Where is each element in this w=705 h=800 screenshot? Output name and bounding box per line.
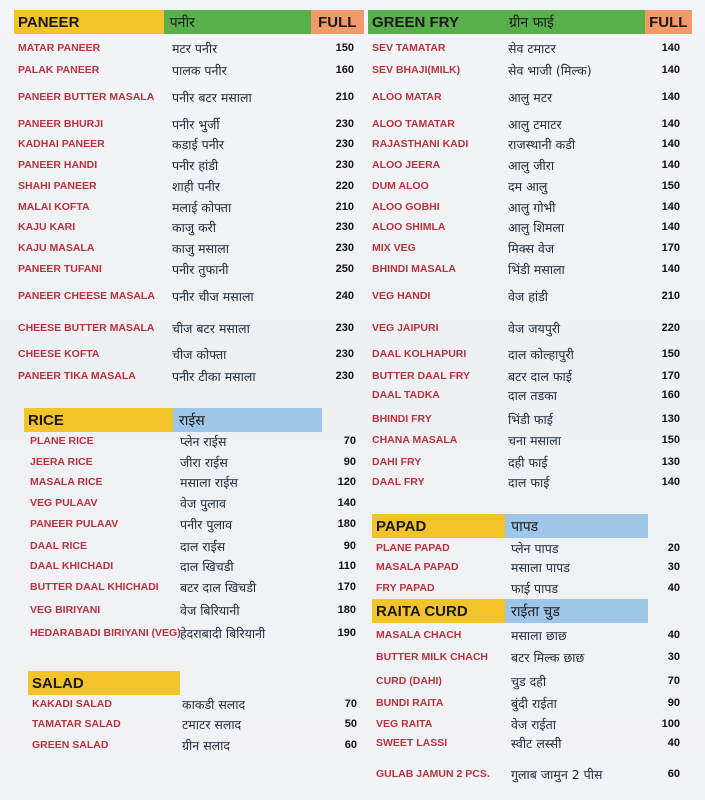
menu-item-name: VEG JAIPURI [372,322,439,334]
menu-item-name-hindi: दाल तडका [508,387,557,403]
menu-item-row [372,318,680,338]
menu-item-row [18,176,354,196]
menu-item-price: 50 [344,718,357,730]
menu-item-name-hindi: चना मसाला [508,432,561,448]
menu-item-name-hindi: प्लेन राईस [180,433,227,449]
menu-item-name-hindi: शाही पनीर [172,178,220,194]
menu-item-name-hindi: काजु करी [172,219,217,235]
menu-item-name: GREEN SALAD [32,739,109,751]
menu-item-name-hindi: मटर पनीर [172,40,218,56]
menu-item-row [18,197,354,217]
menu-item-price: 230 [335,159,354,171]
menu-item-price: 140 [337,497,356,509]
menu-item-name: DAHI FRY [372,456,422,468]
menu-item-row [30,431,356,451]
menu-item-price: 140 [661,221,680,233]
menu-item-name-hindi: वेज बिरियानी [180,602,240,618]
menu-item-name: PANEER PULAAV [30,518,119,530]
menu-item-name: RAJASTHANI KADI [372,138,469,150]
menu-item-name: DAAL FRY [372,476,425,488]
menu-item-price: 60 [344,739,357,751]
menu-item-name-hindi: सेव भाजी (मिल्क) [508,62,592,78]
menu-item-row [372,38,680,58]
rice-header [24,408,322,432]
menu-item-name: SEV BHAJI(MILK) [372,64,461,76]
paneer-header [14,10,364,34]
menu-item-name: MIX VEG [372,242,416,254]
menu-item-price: 130 [661,413,680,425]
menu-item-name: CHANA MASALA [372,434,458,446]
menu-item-row [376,714,680,734]
green-fry-title: GREEN FRY [368,10,503,34]
menu-item-name: SHAHI PANEER [18,180,97,192]
menu-item-price: 90 [343,456,356,468]
menu-item-name: PANEER HANDI [18,159,98,171]
menu-item-name-hindi: चीज कोफ्ता [172,346,227,362]
menu-item-name: ALOO SHIMLA [372,221,446,233]
menu-item-name-hindi: हेदराबादी बिरियानी [180,625,266,641]
menu-item-name-hindi: वेज जयपुरी [508,320,561,336]
menu-item-name: PLANE RICE [30,435,94,447]
menu-item-price: 140 [661,118,680,130]
menu-item-row [372,409,680,429]
menu-item-name-hindi: भिंडी फाई [508,411,553,427]
rice-title-hindi: राईस [173,408,322,432]
menu-item-name: VEG PULAAV [30,497,98,509]
menu-item-name: JEERA RICE [30,456,93,468]
paneer-title-hindi: पनीर [164,10,311,34]
menu-item-row [30,536,356,556]
menu-item-name-hindi: पनीर भुर्जी [172,116,220,132]
menu-item-row [32,714,357,734]
menu-item-row [18,344,354,364]
menu-item-row [372,286,680,306]
menu-item-name: MATAR PANEER [18,42,101,54]
menu-item-row [376,764,680,784]
menu-item-name-hindi: आलु जीरा [508,157,555,173]
menu-item-price: 140 [661,263,680,275]
menu-item-name: ALOO TAMATAR [372,118,455,130]
menu-item-row [18,259,354,279]
menu-item-price: 140 [661,201,680,213]
menu-item-name-hindi: दाल फाई [508,474,550,490]
papad-title-hindi: पापड [505,514,648,538]
menu-item-name: BUTTER DAAL KHICHADI [30,581,159,593]
menu-item-price: 230 [335,221,354,233]
paneer-full-label: FULL [311,10,364,34]
menu-item-name: ALOO MATAR [372,91,442,103]
menu-item-name: KADHAI PANEER [18,138,105,150]
menu-item-row [372,176,680,196]
menu-item-name-hindi: वेज राईता [511,716,557,732]
menu-item-row [18,366,354,386]
menu-item-row [18,318,354,338]
menu-item-name-hindi: बटर दाल फाई [508,368,572,384]
menu-item-name-hindi: जीरा राईस [180,454,228,470]
raita-title-hindi: राईता चुड [505,599,648,623]
menu-item-name: BUTTER DAAL FRY [372,370,470,382]
menu-item-name-hindi: फाई पापड [511,580,559,596]
menu-item-price: 180 [337,518,356,530]
menu-item-row [372,87,680,107]
menu-item-name-hindi: ग्रीन सलाद [182,737,230,753]
menu-item-name-hindi: मलाई कोफ्ता [172,199,232,215]
menu-item-name: DAAL KOLHAPURI [372,348,467,360]
paneer-title: PANEER [14,10,164,34]
menu-item-name-hindi: पालक पनीर [172,62,227,78]
menu-item-price: 20 [667,542,680,554]
menu-item-name-hindi: मसाला छाछ [511,627,567,643]
menu-item-price: 40 [667,737,680,749]
menu-item-price: 210 [335,91,354,103]
menu-item-price: 190 [337,627,356,639]
menu-item-name: MASALA PAPAD [376,561,459,573]
menu-item-name: PANEER BHURJI [18,118,103,130]
menu-item-price: 230 [335,242,354,254]
menu-item-price: 120 [337,476,356,488]
menu-item-name: TAMATAR SALAD [32,718,121,730]
menu-item-row [30,600,356,620]
menu-item-name-hindi: पनीर टीका मसाला [172,368,256,384]
menu-item-row [372,238,680,258]
menu-item-name-hindi: आलु मटर [508,89,553,105]
menu-item-price: 140 [661,138,680,150]
menu-item-name: SEV TAMATAR [372,42,446,54]
menu-item-row [372,217,680,237]
menu-item-price: 170 [337,581,356,593]
menu-item-price: 40 [667,629,680,641]
menu-item-row [376,538,680,558]
menu-item-row [30,556,356,576]
menu-item-name-hindi: पनीर पुलाव [180,516,233,532]
menu-item-row [376,671,680,691]
rice-title: RICE [24,408,173,432]
menu-item-name: DAAL KHICHADI [30,560,114,572]
menu-item-name: PANEER BUTTER MASALA [18,91,155,103]
menu-item-name: ALOO GOBHI [372,201,440,213]
menu-item-name: KAKADI SALAD [32,698,112,710]
menu-item-name-hindi: मसाला पापड [511,559,570,575]
menu-item-name-hindi: मसाला राईस [180,474,238,490]
menu-item-price: 230 [335,348,354,360]
menu-item-name-hindi: दाल कोल्हापुरी [508,346,574,362]
menu-item-name: MALAI KOFTA [18,201,90,213]
menu-item-name: PALAK PANEER [18,64,100,76]
menu-item-row [30,577,356,597]
menu-item-price: 230 [335,118,354,130]
menu-item-row [18,114,354,134]
menu-item-price: 70 [343,435,356,447]
menu-item-name-hindi: गुलाब जामुन 2 पीस [511,766,603,782]
menu-item-name-hindi: स्वीट लस्सी [511,735,562,751]
menu-item-price: 140 [661,159,680,171]
menu-item-name-hindi: काकडी सलाद [182,696,246,712]
salad-title: SALAD [28,671,180,695]
menu-item-row [18,87,354,107]
menu-item-row [372,430,680,450]
menu-item-row [376,625,680,645]
menu-item-price: 230 [335,370,354,382]
menu-item-name-hindi: पनीर चीज मसाला [172,288,254,304]
menu-item-row [372,472,680,492]
menu-item-name: PANEER TIKA MASALA [18,370,136,382]
menu-item-name-hindi: दही फाई [508,454,548,470]
menu-item-name: PLANE PAPAD [376,542,450,554]
menu-item-name-hindi: आलु शिमला [508,219,565,235]
menu-item-row [30,452,356,472]
menu-item-row [30,623,356,643]
raita-title: RAITA CURD [372,599,505,623]
menu-item-price: 70 [344,698,357,710]
menu-item-row [30,514,356,534]
menu-item-name: GULAB JAMUN 2 PCS. [376,768,490,780]
menu-item-name-hindi: बुंदी राईता [511,695,557,711]
menu-item-name-hindi: चीज बटर मसाला [172,320,250,336]
menu-item-row [376,557,680,577]
menu-item-row [18,60,354,80]
menu-item-name-hindi: वेज पुलाव [180,495,226,511]
menu-item-price: 170 [661,370,680,382]
menu-item-row [32,694,357,714]
menu-item-price: 220 [661,322,680,334]
menu-item-name: VEG HANDI [372,290,431,302]
menu-item-price: 70 [667,675,680,687]
menu-item-row [18,238,354,258]
green-fry-full-label: FULL [645,10,692,34]
menu-item-row [32,735,357,755]
menu-item-name: BHINDI MASALA [372,263,456,275]
menu-item-price: 250 [335,263,354,275]
menu-item-price: 90 [667,697,680,709]
menu-item-row [372,114,680,134]
green-fry-title-hindi: ग्रीन फाई [503,10,645,34]
menu-item-row [30,472,356,492]
menu-item-price: 110 [338,560,356,572]
menu-item-name-hindi: राजस्थानी कडी [508,136,576,152]
menu-item-price: 160 [661,389,680,401]
menu-item-price: 170 [661,242,680,254]
menu-item-row [372,259,680,279]
menu-item-name: CHEESE KOFTA [18,348,100,360]
menu-item-name-hindi: दाल खिचडी [180,558,234,574]
menu-item-price: 150 [335,42,354,54]
menu-item-row [376,733,680,753]
salad-header [28,671,180,695]
green-fry-header [368,10,692,34]
menu-item-name: BUTTER MILK CHACH [376,651,488,663]
menu-item-price: 140 [661,91,680,103]
menu-item-name: BUNDI RAITA [376,697,444,709]
papad-title: PAPAD [372,514,505,538]
menu-item-name: ALOO JEERA [372,159,441,171]
menu-item-row [376,693,680,713]
menu-item-row [18,217,354,237]
papad-header [372,514,648,538]
menu-item-name-hindi: मिक्स वेज [508,240,555,256]
menu-item-price: 240 [335,290,354,302]
menu-item-price: 210 [661,290,680,302]
menu-item-price: 230 [335,322,354,334]
menu-item-row [372,197,680,217]
menu-item-row [372,60,680,80]
menu-item-name: KAJU MASALA [18,242,95,254]
menu-item-name: PANEER CHEESE MASALA [18,290,155,302]
menu-item-price: 150 [661,348,680,360]
menu-item-name-hindi: आलु गोभी [508,199,556,215]
menu-item-row [18,38,354,58]
menu-item-row [18,155,354,175]
menu-item-name-hindi: बटर मिल्क छाछ [511,649,585,665]
menu-item-name: VEG BIRIYANI [30,604,101,616]
menu-item-row [372,134,680,154]
menu-item-name: BHINDI FRY [372,413,432,425]
menu-item-name-hindi: आलु टमाटर [508,116,562,132]
menu-item-name: VEG RAITA [376,718,433,730]
menu-item-name: MASALA CHACH [376,629,462,641]
menu-item-row [372,155,680,175]
menu-item-row [18,134,354,154]
menu-item-price: 180 [337,604,356,616]
menu-item-price: 210 [335,201,354,213]
menu-item-price: 140 [661,476,680,488]
menu-item-name: HEDARABADI BIRIYANI (VEG) [30,627,181,639]
menu-item-name-hindi: बटर दाल खिचडी [180,579,257,595]
menu-item-price: 160 [335,64,354,76]
menu-item-name-hindi: भिंडी मसाला [508,261,565,277]
menu-item-price: 90 [343,540,356,552]
menu-item-name: MASALA RICE [30,476,103,488]
menu-item-name-hindi: पनीर हांडी [172,157,219,173]
menu-item-row [30,493,356,513]
menu-item-price: 140 [661,64,680,76]
menu-item-name-hindi: वेज हांडी [508,288,548,304]
menu-item-row [18,286,354,306]
menu-item-row [376,578,680,598]
menu-item-price: 150 [661,434,680,446]
menu-item-name-hindi: कडाई पनीर [172,136,225,152]
menu-item-row [372,366,680,386]
menu-item-row [376,647,680,667]
menu-item-name-hindi: पनीर तुफानी [172,261,229,277]
menu-item-name: DUM ALOO [372,180,429,192]
menu-item-name-hindi: चुड दही [511,673,547,689]
menu-item-name: DAAL RICE [30,540,87,552]
menu-item-price: 40 [667,582,680,594]
menu-item-price: 30 [667,651,680,663]
menu-item-price: 100 [661,718,680,730]
menu-item-name: DAAL TADKA [372,389,440,401]
menu-item-price: 30 [667,561,680,573]
menu-item-name: CHEESE BUTTER MASALA [18,322,155,334]
menu-item-name-hindi: सेव टमाटर [508,40,556,56]
raita-header [372,599,648,623]
menu-item-price: 220 [335,180,354,192]
menu-item-name: CURD (DAHI) [376,675,442,687]
menu-item-name: PANEER TUFANI [18,263,102,275]
menu-item-name: KAJU KARI [18,221,76,233]
menu-item-price: 60 [667,768,680,780]
menu-item-name-hindi: दम आलु [508,178,548,194]
menu-item-name-hindi: पनीर बटर मसाला [172,89,252,105]
menu-item-name: FRY PAPAD [376,582,435,594]
menu-item-price: 230 [335,138,354,150]
menu-item-row [372,344,680,364]
menu-item-price: 150 [661,180,680,192]
menu-item-name-hindi: टमाटर सलाद [182,716,242,732]
menu-item-name-hindi: काजु मसाला [172,240,229,256]
menu-item-row [372,452,680,472]
menu-item-row [372,385,680,405]
menu-item-name-hindi: प्लेन पापड [511,540,559,556]
menu-item-name-hindi: दाल राईस [180,538,226,554]
menu-item-name: SWEET LASSI [376,737,448,749]
menu-item-price: 140 [661,42,680,54]
menu-item-price: 130 [661,456,680,468]
